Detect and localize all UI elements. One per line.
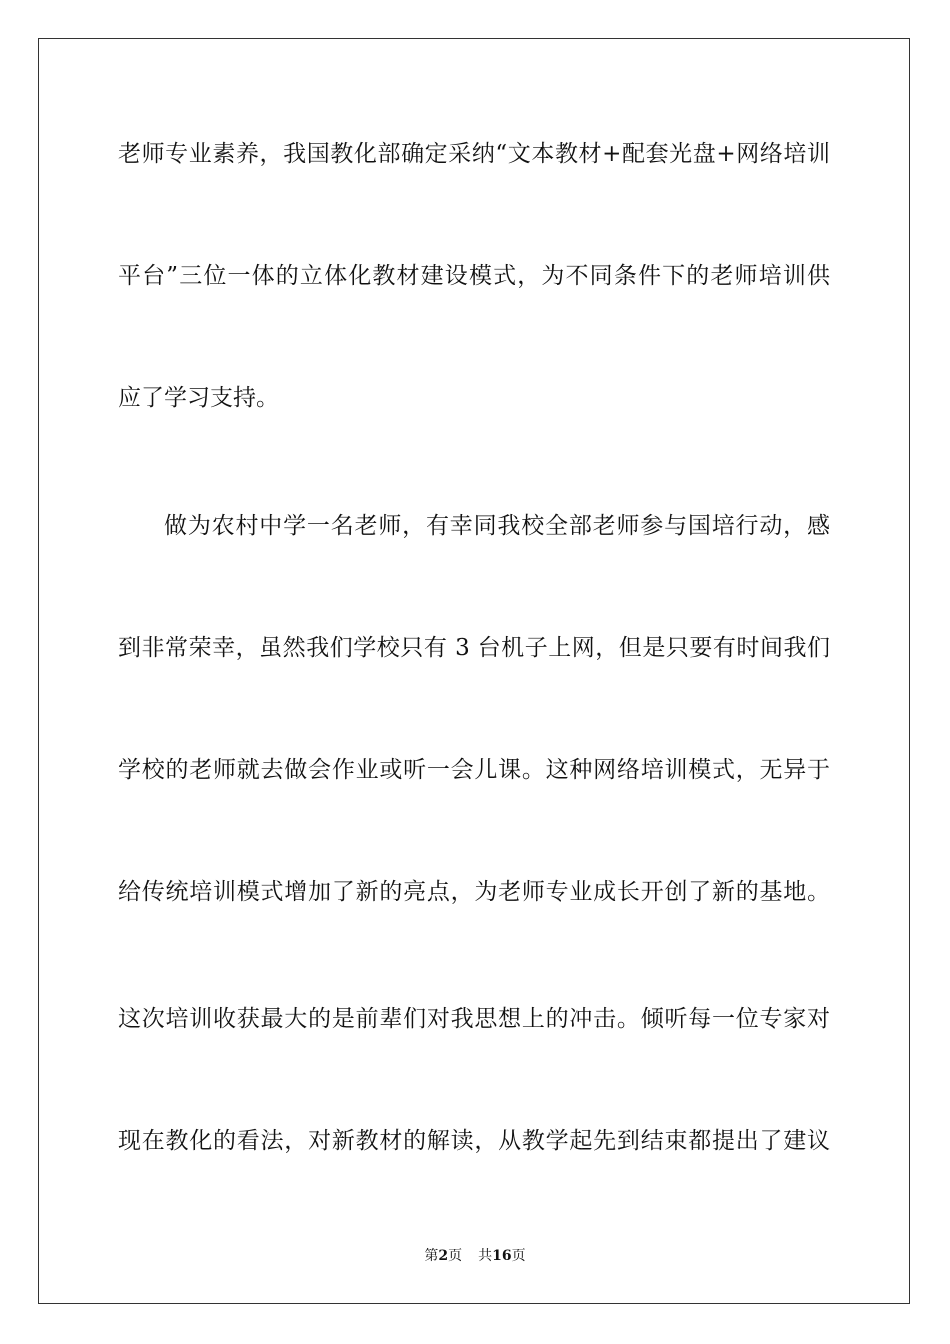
body-line-5: 到非常荣幸，虽然我们学校只有 3 台机子上网，但是只要有时间我们	[118, 635, 830, 661]
page-border	[38, 38, 910, 1304]
body-line-2: 平台”三位一体的立体化教材建设模式，为不同条件下的老师培训供	[118, 263, 830, 289]
page-footer	[0, 1247, 950, 1265]
footer-total-pages: 16	[492, 1248, 512, 1264]
body-line-8: 这次培训收获最大的是前辈们对我思想上的冲击。倾听每一位专家对	[118, 1006, 830, 1032]
body-line-7: 给传统培训模式增加了新的亮点，为老师专业成长开创了新的基地。	[118, 879, 830, 905]
footer-page-suffix: 页	[448, 1248, 463, 1264]
body-line-1: 老师专业素养，我国教化部确定采纳“文本教材+配套光盘+网络培训	[118, 141, 830, 167]
footer-page-prefix: 第	[424, 1248, 439, 1264]
footer-total-prefix: 共	[478, 1248, 493, 1264]
body-line-6: 学校的老师就去做会作业或听一会儿课。这种网络培训模式，无异于	[118, 757, 830, 783]
body-line-3: 应了学习支持。	[118, 385, 279, 411]
body-line-4: 做为农村中学一名老师，有幸同我校全部老师参与国培行动，感	[164, 513, 830, 539]
footer-total-suffix: 页	[511, 1248, 526, 1264]
body-line-9: 现在教化的看法，对新教材的解读，从教学起先到结束都提出了建议	[118, 1128, 830, 1154]
footer-page-number: 2	[438, 1248, 449, 1264]
